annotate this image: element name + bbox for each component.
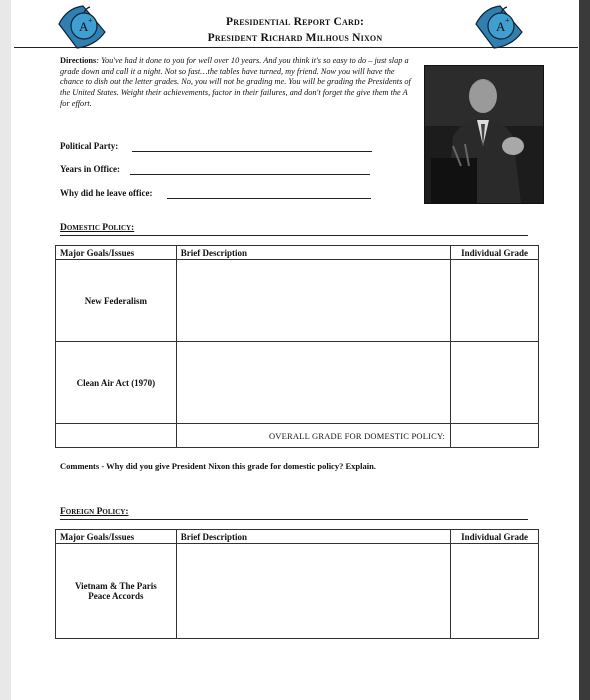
domestic-policy-rule	[60, 235, 528, 236]
page-margin-left	[0, 0, 11, 700]
svg-text:+: +	[88, 16, 93, 25]
domestic-comments-prompt: Comments - Why did you give President Nixon this grade for domestic policy? Explain.	[60, 461, 376, 471]
description-cell[interactable]	[176, 260, 450, 342]
overall-grade-label: OVERALL GRADE FOR DOMESTIC POLICY:	[176, 424, 450, 448]
table-header-row	[56, 246, 539, 260]
table-header-row	[56, 530, 539, 544]
viewer-scrollbar-area[interactable]	[579, 0, 590, 700]
goal-line-2: Peace Accords	[88, 591, 144, 601]
years-in-office-label: Years in Office:	[60, 164, 120, 174]
svg-text:+: +	[505, 16, 510, 25]
why-leave-office-label: Why did he leave office:	[60, 188, 153, 198]
header-divider	[14, 47, 578, 48]
domestic-policy-heading: Domestic Policy:	[60, 223, 135, 233]
directions-text: : You've had it done to you for well over 10 years. And you think it's so easy to do – just slap a grade down and call it a night. Not so fast…the tables have turned, my friend. Now you will have the chance to dish out the letter grades. No, you will not be grading me. You will be grading the Presidents of the United States. Weight their achievements, factor in their failures, and don't forget the give them the A for effort.	[60, 56, 411, 108]
column-header-description: Brief Description	[176, 246, 450, 260]
directions-label: Directions	[60, 56, 97, 65]
description-cell[interactable]	[176, 544, 450, 639]
table-row	[56, 544, 539, 639]
goal-line-1: Vietnam & The Paris	[75, 581, 157, 591]
table-row	[56, 342, 539, 424]
description-cell[interactable]	[176, 342, 450, 424]
overall-grade-row	[56, 424, 539, 448]
apple-grade-a-icon	[53, 2, 109, 50]
apple-grade-a-icon	[470, 2, 526, 50]
grade-cell[interactable]	[451, 260, 539, 342]
column-header-grade: Individual Grade	[451, 246, 539, 260]
overall-grade-cell[interactable]	[451, 424, 539, 448]
grade-cell[interactable]	[451, 544, 539, 639]
foreign-policy-table	[55, 529, 539, 639]
table-row	[56, 260, 539, 342]
foreign-policy-heading: Foreign Policy:	[60, 507, 129, 517]
political-party-field[interactable]	[132, 151, 372, 152]
why-leave-office-field[interactable]	[167, 198, 371, 199]
column-header-goals: Major Goals/Issues	[56, 530, 177, 544]
svg-text:A: A	[79, 19, 89, 34]
years-in-office-field[interactable]	[130, 174, 370, 175]
president-portrait-photo	[424, 65, 544, 204]
title-line-1: Presidential Report Card:	[226, 16, 364, 28]
grade-cell[interactable]	[451, 342, 539, 424]
goal-cell: Clean Air Act (1970)	[56, 342, 177, 424]
column-header-grade: Individual Grade	[451, 530, 539, 544]
goal-cell: New Federalism	[56, 260, 177, 342]
column-header-description: Brief Description	[176, 530, 450, 544]
title-line-2: President Richard Milhous Nixon	[207, 32, 383, 44]
overall-grade-spacer	[56, 424, 177, 448]
directions-paragraph	[60, 56, 416, 110]
political-party-label: Political Party:	[60, 141, 119, 151]
goal-cell	[56, 544, 177, 639]
domestic-policy-table	[55, 245, 539, 448]
svg-text:A: A	[496, 19, 506, 34]
foreign-policy-rule	[60, 519, 528, 520]
page-title	[150, 14, 440, 46]
column-header-goals: Major Goals/Issues	[56, 246, 177, 260]
